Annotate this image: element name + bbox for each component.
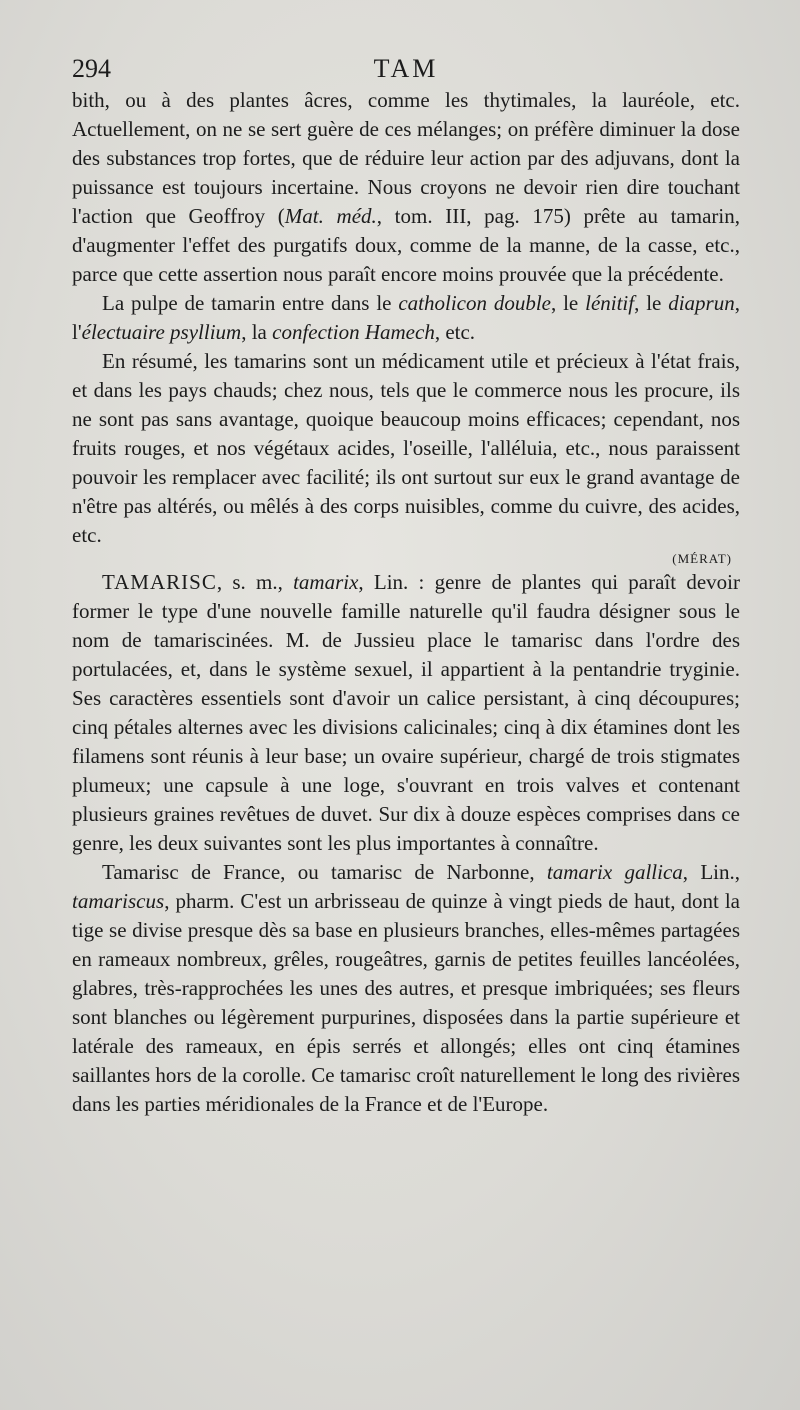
running-head-word: TAM bbox=[373, 54, 439, 83]
paragraph-text: , Lin. : genre de plantes qui paraît devoir former le type d'une nouvelle famille naturelle qu'il faudra désigner sous le nom de tamariscinées. M. de Jussieu place le tamarisc dans l'ordre des portulacées, et, dans le système sexuel, il appartient à la pentandrie tryginie. Ses caractères essentiels sont d'avoir un calice persistant, à cinq découpures; cinq pétales alternes avec les divisions calicinales; cinq à dix étamines dont les filamens sont réunis à leur base; un ovaire supérieur, chargé de trois stigmates plumeux; une capsule à une loge, s'ouvrant en trois valves et contenant plusieurs graines revêtues de duvet. Sur dix à douze espèces comprises dans ce genre, les deux suivantes sont les plus importantes à connaître. bbox=[72, 570, 740, 855]
paragraph-text: , Lin., bbox=[682, 860, 740, 884]
paragraph-tamarin-preparations bbox=[72, 86, 740, 289]
paragraph-text: , etc. bbox=[434, 320, 476, 344]
italic-term: diaprun bbox=[668, 291, 735, 315]
paragraph-tamarisc-france bbox=[72, 858, 740, 1119]
entry-headword: TAMARISC bbox=[102, 570, 217, 594]
italic-term: catholicon double bbox=[398, 291, 551, 315]
paragraph-text: , le bbox=[634, 291, 669, 315]
italic-latin-name: tamarix gallica bbox=[546, 860, 683, 884]
page-body bbox=[72, 86, 740, 1119]
paragraph-summary: En résumé, les tamarins sont un médicament utile et précieux à l'état frais, et dans les pays chauds; chez nous, tels que le commerce nous les procure, ils ne sont pas sans avantage, quoique beaucoup moins efficaces; cependant, nos fruits rouges, et nos végétaux acides, l'oseille, l'alléluia, etc., nous paraissent pouvoir les remplacer avec facilité; ils ont surtout sur eux le grand avantage de n'être pas altérés, ou mêlés à des corps nuisibles, comme du cuivre, des acides, etc. bbox=[72, 349, 740, 547]
paragraph-tamarin-pulp bbox=[72, 289, 740, 347]
paragraph-tamarisc-entry bbox=[72, 568, 740, 858]
author-signature: (MÉRAT) bbox=[672, 551, 732, 566]
paragraph-text: Tamarisc de France, ou tamarisc de Narbonne, bbox=[102, 860, 547, 884]
paragraph-text: , le bbox=[551, 291, 586, 315]
italic-latin-name: tamariscus bbox=[72, 889, 165, 913]
page-number: 294 bbox=[72, 54, 111, 83]
italic-term: lénitif bbox=[585, 291, 635, 315]
paragraph-text: , l' bbox=[72, 291, 740, 344]
italic-reference: Mat. méd. bbox=[284, 204, 377, 228]
italic-latin-name: tamarix bbox=[293, 570, 359, 594]
italic-term: confection Hamech bbox=[272, 320, 435, 344]
paragraph-text: bith, ou à des plantes âcres, comme les thytimales, la lauréole, etc. Actuellement, on ne se sert guère de ces mélanges; on préfère diminuer la dose des substances trop fortes, que de réduire leur action par des adjuvans, dont la puissance est toujours incertaine. Nous croyons ne devoir rien dire touchant l'action que Geoffroy ( bbox=[72, 88, 740, 228]
running-head bbox=[72, 54, 740, 90]
paragraph-text: , s. m., bbox=[216, 570, 294, 594]
paragraph-text: La pulpe de tamarin entre dans le bbox=[102, 291, 399, 315]
paragraph-text: , la bbox=[241, 320, 273, 344]
paragraph-text: , pharm. C'est un arbrisseau de quinze à vingt pieds de haut, dont la tige se divise presque dès sa base en plusieurs branches, elles-mêmes partagées en rameaux nombreux, grêles, rougeâtres, garnis de petites feuilles lancéolées, glabres, très-rapprochées les unes des autres, et presque imbriquées; ses fleurs sont blanches ou légèrement purpurines, disposées dans la partie supérieure et latérale des rameaux, en épis serrés et allongés; elles ont cinq étamines saillantes hors de la corolle. Ce tamarisc croît naturellement le long des rivières dans les parties méridionales de la France et de l'Europe. bbox=[72, 889, 740, 1116]
paragraph-text: , tom. III, pag. 175) prête au tamarin, d'augmenter l'effet des purgatifs doux, comme de la manne, de la casse, etc., parce que cette assertion nous paraît encore moins prouvée que la précédente. bbox=[72, 204, 740, 286]
italic-term: électuaire psyllium bbox=[81, 320, 242, 344]
